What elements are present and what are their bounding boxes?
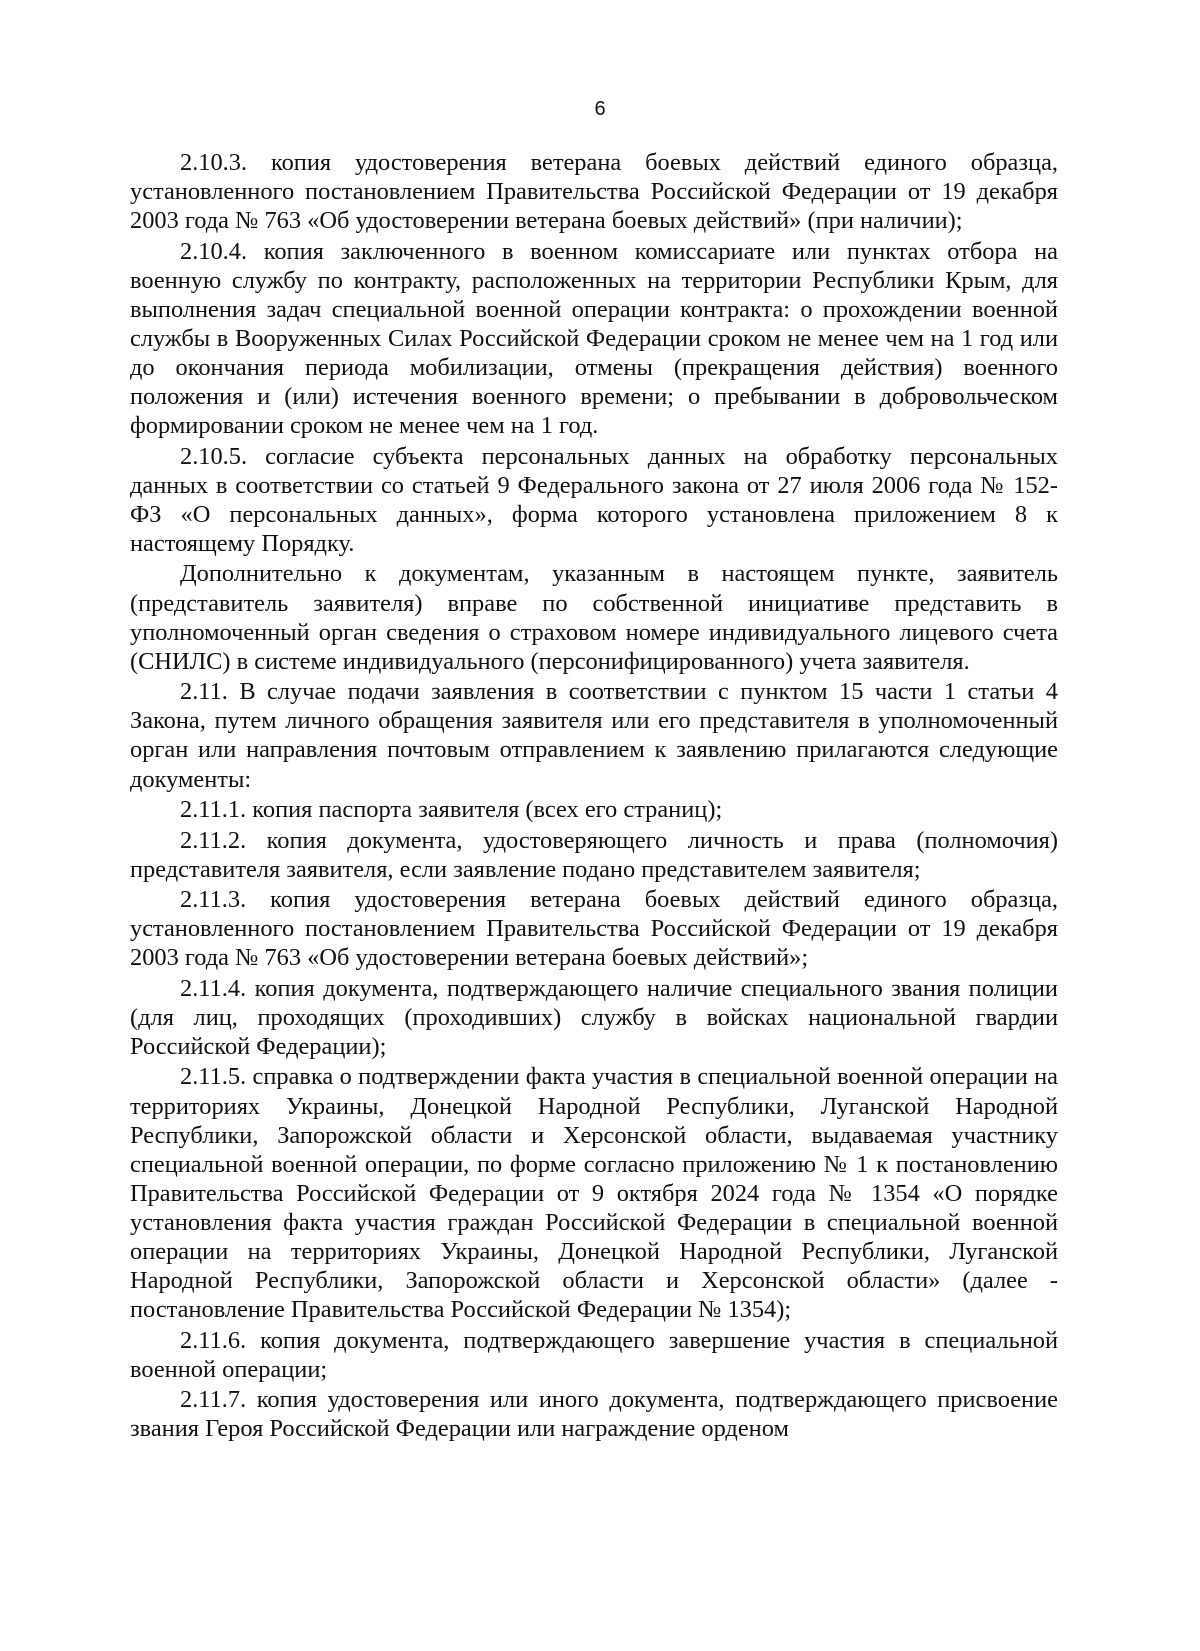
paragraph-2-11-2: 2.11.2. копия документа, удостоверяющего личность и права (полномочия) представителя заявителя, если заявление подано представителем заявителя; [130,826,1058,883]
paragraph-2-11-4: 2.11.4. копия документа, подтверждающего наличие специального звания полиции (для лиц, проходящих (проходивших) службу в войсках национальной гвардии Российской Федерации); [130,974,1058,1060]
paragraph-2-10-3: 2.10.3. копия удостоверения ветерана боевых действий единого образца, установленного постановлением Правительства Российской Федерации от 19 декабря 2003 года № 763 «Об удостоверении ветерана боевых действий» (при наличии); [130,149,1058,235]
paragraph-2-11: 2.11. В случае подачи заявления в соответствии с пунктом 15 части 1 статьи 4 Закона, путем личного обращения заявителя или его представителя в уполномоченный орган или направления почтовым отправлением к заявлению прилагаются следующие документы: [130,678,1058,793]
paragraph-2-11-7: 2.11.7. копия удостоверения или иного документа, подтверждающего присвоение звания Героя Российской Федерации или награждение орденом [130,1386,1058,1443]
paragraph-2-11-6: 2.11.6. копия документа, подтверждающего завершение участия в специальной военной операции; [130,1326,1058,1383]
paragraph-2-10-5: 2.10.5. согласие субъекта персональных данных на обработку персональных данных в соответствии со статьей 9 Федерального закона от 27 июля 2006 года № 152-ФЗ «О персональных данных», форма которого установлена приложением 8 к настоящему Порядку. [130,442,1058,557]
document-body [130,148,1058,1445]
page-number: 6 [594,98,606,120]
paragraph-2-11-3: 2.11.3. копия удостоверения ветерана боевых действий единого образца, установленного постановлением Правительства Российской Федерации от 19 декабря 2003 года № 763 «Об удостоверении ветерана боевых действий»; [130,886,1058,972]
paragraph-2-11-5: 2.11.5. справка о подтверждении факта участия в специальной военной операции на территориях Украины, Донецкой Народной Республики, Луганской Народной Республики, Запорожской области и Херсонской области, выдаваемая участнику специальной военной операции, по форме согласно приложению № 1 к постановлению Правительства Российской Федерации от 9 октября 2024 года № 1354 «О порядке установления факта участия граждан Российской Федерации в специальной военной операции на территориях Украины, Донецкой Народной Республики, Луганской Народной Республики, Запорожской области и Херсонской области» (далее - постановление Правительства Российской Федерации № 1354); [130,1063,1058,1324]
paragraph-additional-documents: Дополнительно к документам, указанным в настоящем пункте, заявитель (представитель заявителя) вправе по собственной инициативе представить в уполномоченный орган сведения о страховом номере индивидуального лицевого счета (СНИЛС) в системе индивидуального (персонифицированного) учета заявителя. [130,560,1058,675]
paragraph-2-11-1: 2.11.1. копия паспорта заявителя (всех его страниц); [180,796,723,824]
paragraph-2-10-4: 2.10.4. копия заключенного в военном комиссариате или пунктах отбора на военную службу по контракту, расположенных на территории Республики Крым, для выполнения задач специальной военной операции контракта: о прохождении военной службы в Вооруженных Силах Российской Федерации сроком не менее чем на 1 год или до окончания периода мобилизации, отмены (прекращения действия) военного положения и (или) истечения военного времени; о пребывании в добровольческом формировании сроком не менее чем на 1 год. [130,237,1058,440]
